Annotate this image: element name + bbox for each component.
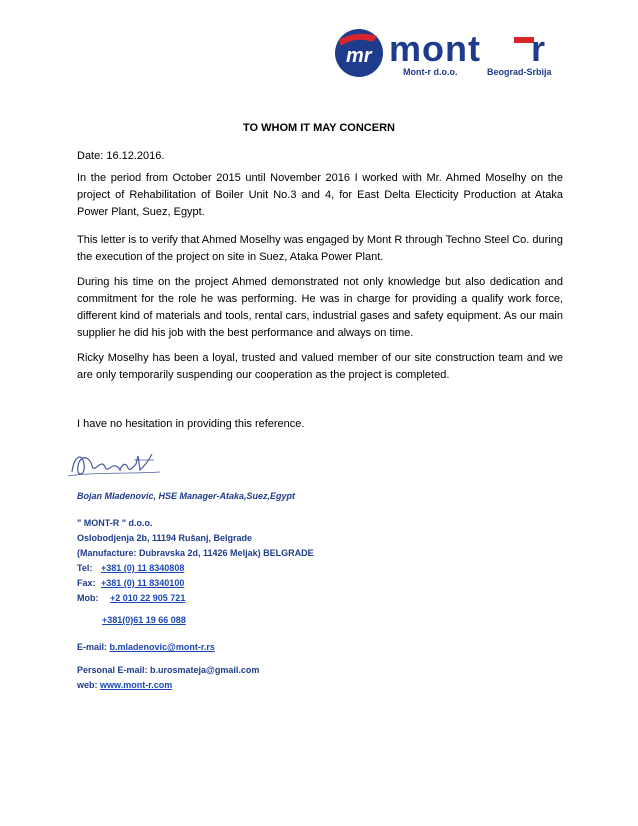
email-row xyxy=(77,642,215,652)
mob-label: Mob: xyxy=(77,593,99,603)
company-logo xyxy=(333,22,565,84)
web-row xyxy=(77,680,172,690)
paragraph-2: This letter is to verify that Ahmed Moselhy was engaged by Mont R through Techno Steel Co. during the execution of the project on site in Suez, Ataka Power Plant. xyxy=(77,234,563,263)
logo-subtitle-left: Mont-r d.o.o. xyxy=(403,67,458,77)
address-line-1: Oslobodjenja 2b, 11194 Rušanj, Belgrade xyxy=(77,533,253,543)
company-name: " MONT-R " d.o.o. xyxy=(77,518,153,528)
fax-row xyxy=(77,578,185,588)
web-link[interactable]: www.mont-r.com xyxy=(100,680,173,690)
signatory-name: Bojan Mladenovic, HSE Manager-Ataka,Suez,Egypt xyxy=(77,491,296,501)
mob-link[interactable]: +2 010 22 905 721 xyxy=(110,593,186,603)
address-line-2: (Manufacture: Dubravska 2d, 11426 Meljak) BELGRADE xyxy=(77,548,314,558)
web-label: web: xyxy=(77,680,98,690)
paragraph-3: During his time on the project Ahmed demonstrated not only knowledge but also dedication and commitment for the role he was performing. He was in charge for providing a qualify work force, different kind of materials and tools, rental cars, industrial gases and safety equipment. As our main supplier he did his job with the best performance and always on time. xyxy=(77,276,563,339)
letter-title: TO WHOM IT MAY CONCERN xyxy=(243,122,395,134)
logo-name-right: r xyxy=(531,28,546,69)
mob2-row xyxy=(102,615,186,625)
tel-row xyxy=(77,563,185,573)
paragraph-4: Ricky Moselhy has been a loyal, trusted and valued member of our site construction team and we are only temporarily suspending our cooperation as the project is completed. xyxy=(77,352,563,381)
email-label: E-mail: xyxy=(77,642,108,652)
paragraph-1: In the period from October 2015 until November 2016 I worked with Mr. Ahmed Moselhy on the project of Rehabilitation of Boiler Unit No.3 and 4, for East Delta Electicity Production at Ataka Power Plant, Suez, Egypt. xyxy=(77,172,563,218)
mob2-link[interactable]: +381(0)61 19 66 088 xyxy=(102,615,186,625)
email-link[interactable]: b.mladenovic@mont-r.rs xyxy=(109,642,215,652)
tel-link[interactable]: +381 (0) 11 8340808 xyxy=(101,563,185,573)
personal-email: Personal E-mail: b.urosmateja@gmail.com xyxy=(77,665,260,675)
logo-name-left: mont xyxy=(389,28,481,69)
logo-subtitle-right: Beograd-Srbija xyxy=(487,67,552,77)
handwritten-signature xyxy=(64,442,164,484)
letter-date: Date: 16.12.2016. xyxy=(77,150,165,162)
fax-link[interactable]: +381 (0) 11 8340100 xyxy=(101,578,185,588)
fax-label: Fax: xyxy=(77,578,96,588)
mob-row xyxy=(77,593,186,603)
tel-label: Tel: xyxy=(77,563,93,573)
svg-text:mr: mr xyxy=(346,45,372,67)
paragraph-5: I have no hesitation in providing this reference. xyxy=(77,418,305,430)
